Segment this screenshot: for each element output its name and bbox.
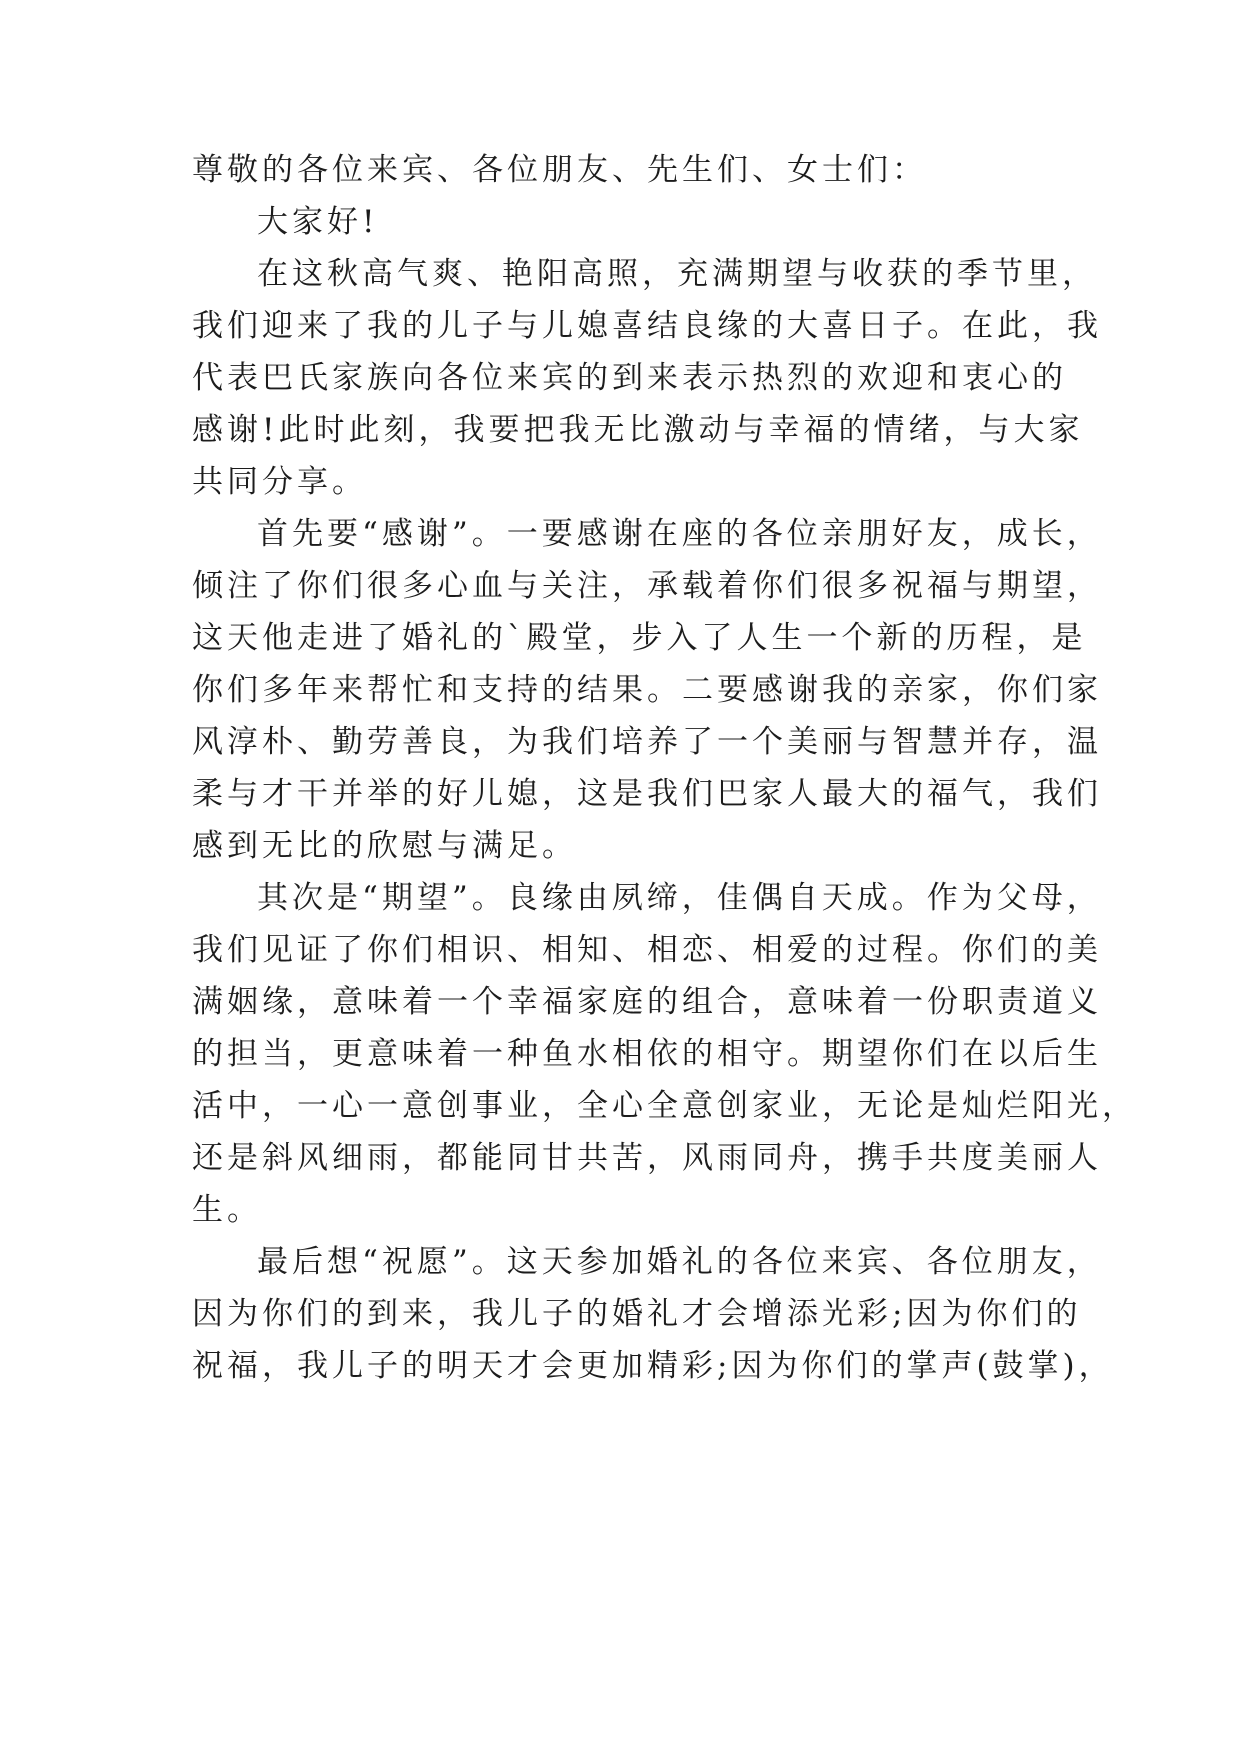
paragraph-line: 我们迎来了我的儿子与儿媳喜结良缘的大喜日子。在此，我 bbox=[192, 308, 1102, 344]
paragraph-line: 首先要“感谢”。一要感谢在座的各位亲朋好友，成长， bbox=[257, 516, 1102, 552]
salutation-line: 尊敬的各位来宾、各位朋友、先生们、女士们： bbox=[192, 152, 927, 188]
paragraph-line: 我们见证了你们相识、相知、相恋、相爱的过程。你们的美 bbox=[192, 932, 1102, 968]
paragraph-line: 这天他走进了婚礼的`殿堂，步入了人生一个新的历程，是 bbox=[192, 620, 1087, 656]
paragraph-line: 其次是“期望”。良缘由夙缔，佳偶自天成。作为父母， bbox=[257, 880, 1102, 916]
paragraph-line: 祝福，我儿子的明天才会更加精彩;因为你们的掌声(鼓掌)， bbox=[192, 1348, 1114, 1384]
paragraph-line: 还是斜风细雨，都能同甘共苦，风雨同舟，携手共度美丽人 bbox=[192, 1140, 1102, 1176]
paragraph-line: 因为你们的到来，我儿子的婚礼才会增添光彩;因为你们的 bbox=[192, 1296, 1082, 1332]
paragraph-line: 共同分享。 bbox=[192, 464, 367, 500]
greeting-line: 大家好! bbox=[257, 204, 379, 240]
paragraph-line: 代表巴氏家族向各位来宾的到来表示热烈的欢迎和衷心的 bbox=[192, 360, 1067, 396]
paragraph-line: 柔与才干并举的好儿媳，这是我们巴家人最大的福气，我们 bbox=[192, 776, 1102, 812]
paragraph-line: 最后想“祝愿”。这天参加婚礼的各位来宾、各位朋友， bbox=[257, 1244, 1102, 1280]
paragraph-line: 满姻缘，意味着一个幸福家庭的组合，意味着一份职责道义 bbox=[192, 984, 1102, 1020]
paragraph-line: 的担当，更意味着一种鱼水相依的相守。期望你们在以后生 bbox=[192, 1036, 1102, 1072]
paragraph-line: 你们多年来帮忙和支持的结果。二要感谢我的亲家，你们家 bbox=[192, 672, 1102, 708]
paragraph-line: 生。 bbox=[192, 1192, 262, 1228]
paragraph-line: 在这秋高气爽、艳阳高照，充满期望与收获的季节里， bbox=[257, 256, 1097, 292]
paragraph-line: 风淳朴、勤劳善良，为我们培养了一个美丽与智慧并存，温 bbox=[192, 724, 1102, 760]
paragraph-line: 感谢!此时此刻，我要把我无比激动与幸福的情绪，与大家 bbox=[192, 412, 1084, 448]
paragraph-line: 倾注了你们很多心血与关注，承载着你们很多祝福与期望， bbox=[192, 568, 1102, 604]
paragraph-line: 活中，一心一意创事业，全心全意创家业，无论是灿烂阳光， bbox=[192, 1088, 1137, 1124]
paragraph-line: 感到无比的欣慰与满足。 bbox=[192, 828, 577, 864]
